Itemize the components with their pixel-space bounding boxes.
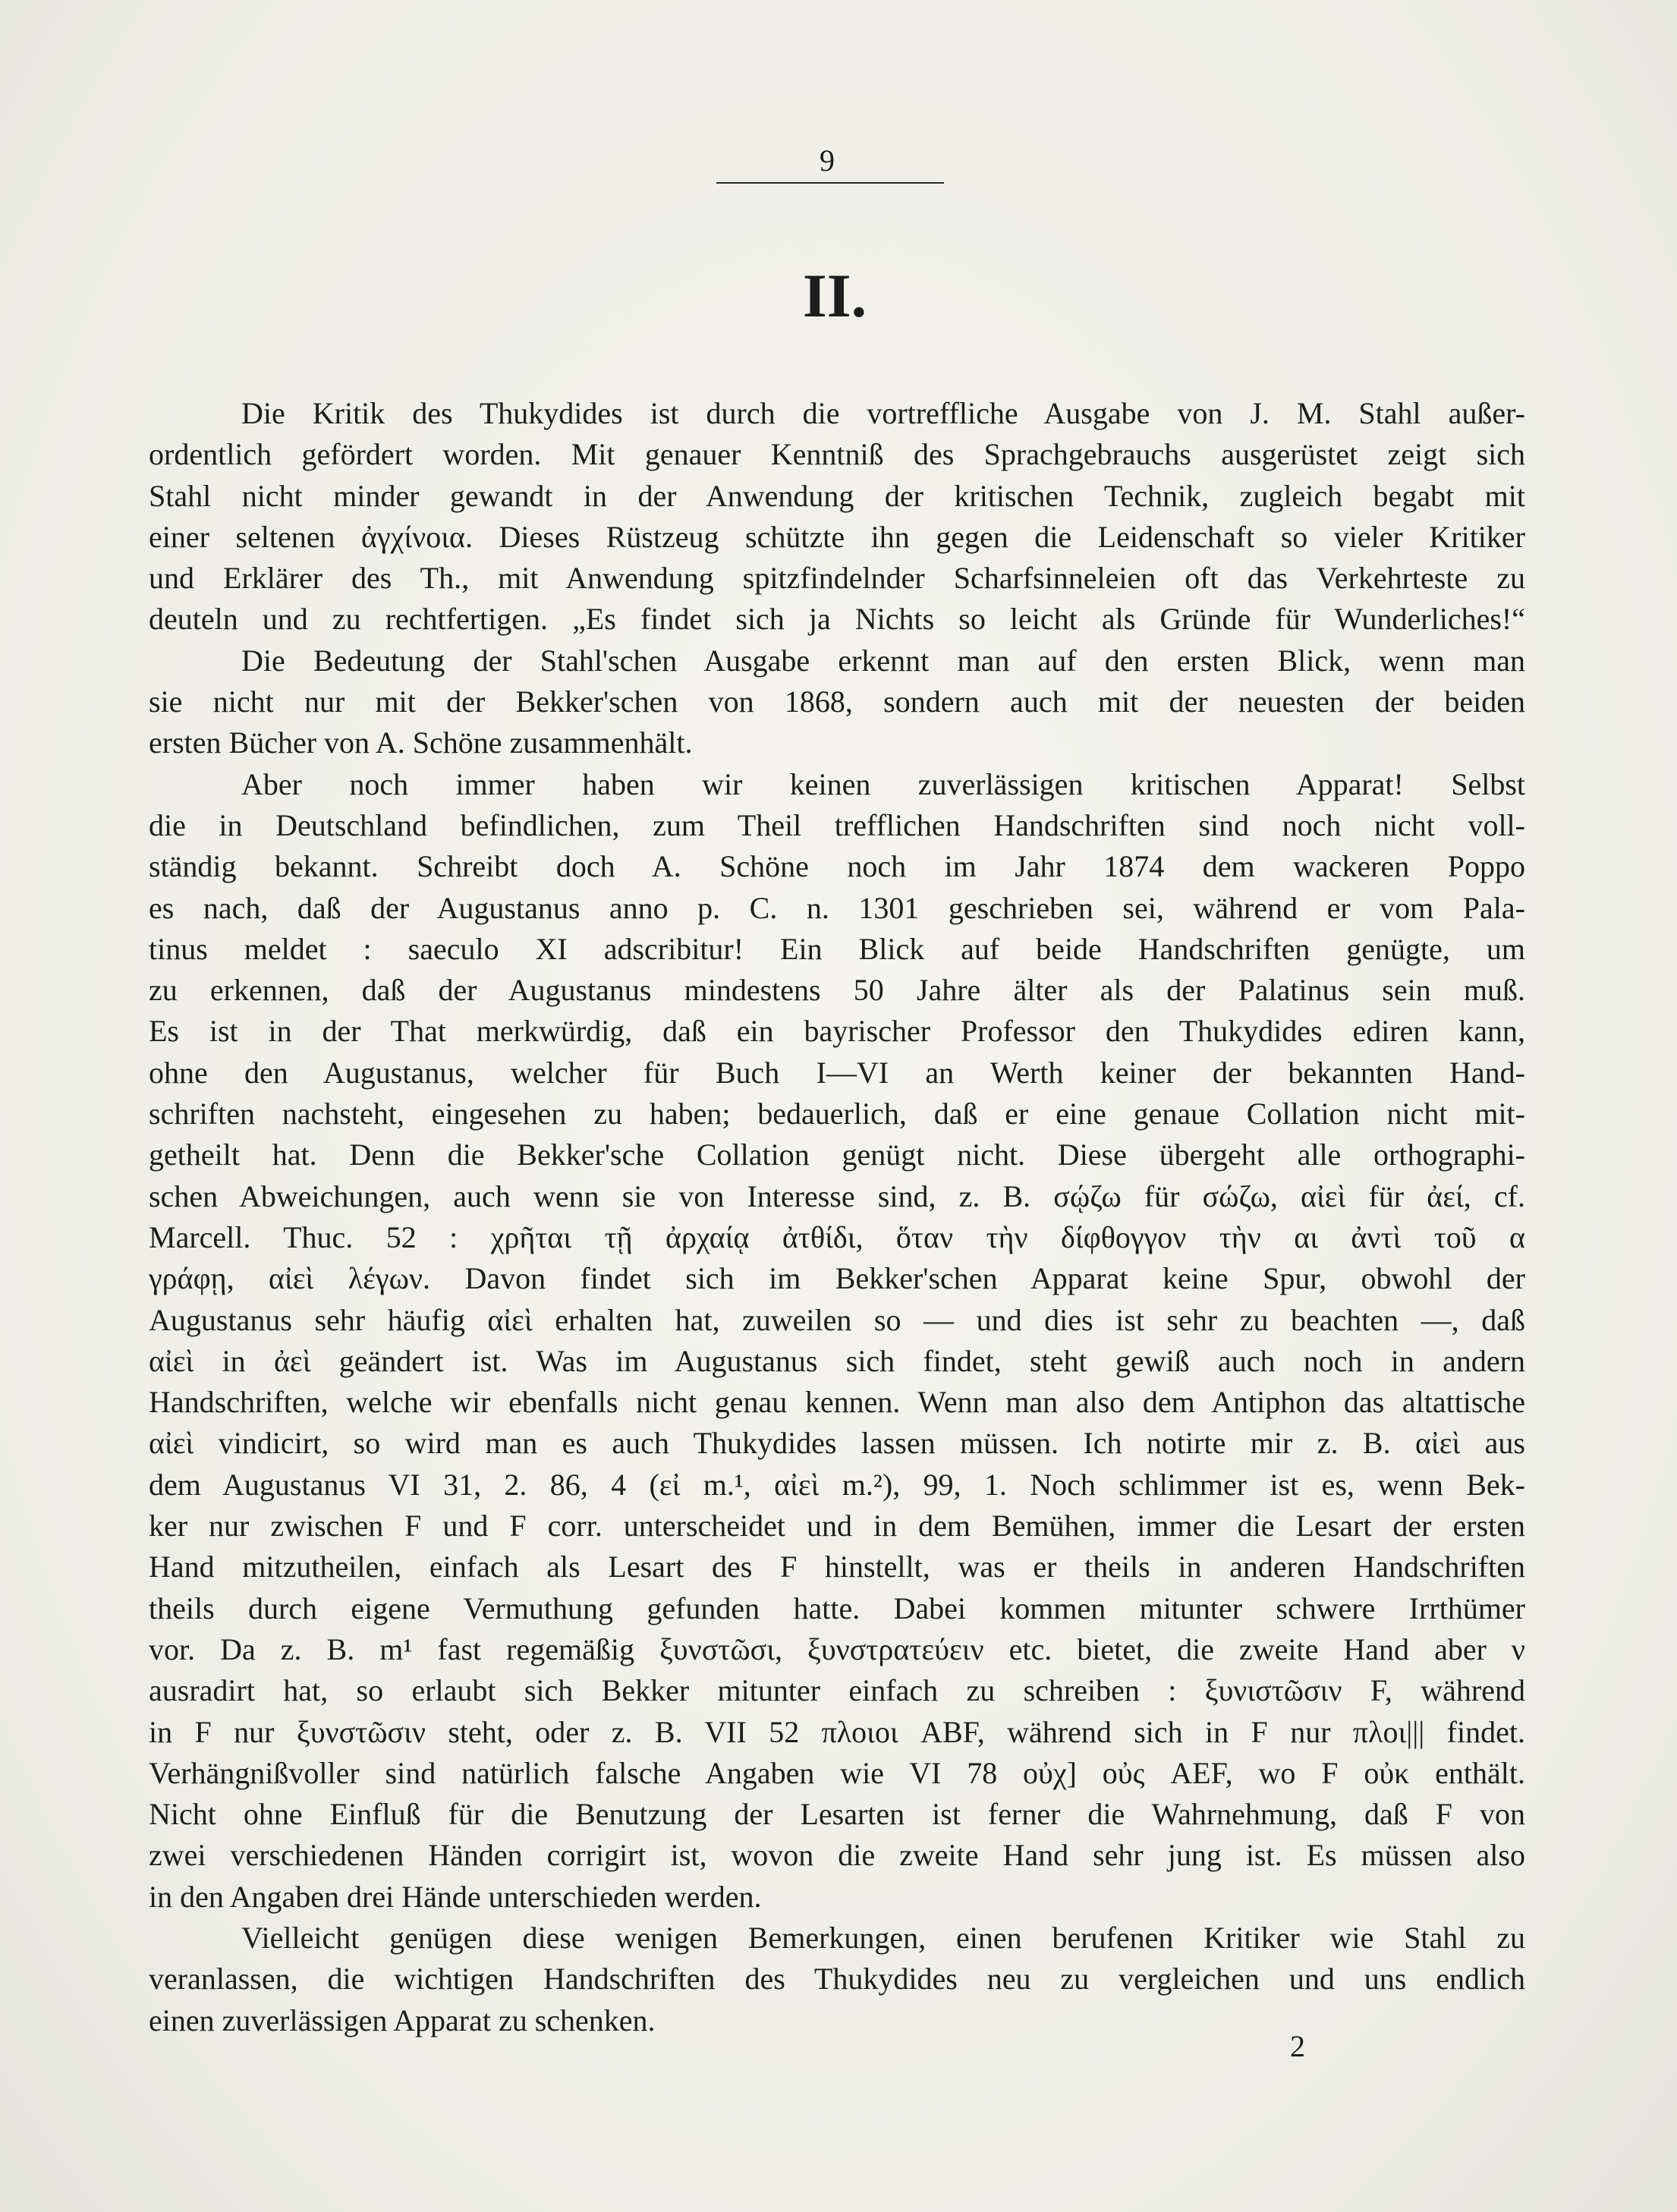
text-line: theils durch eigene Vermuthung gefunden hatte. Dabei kommen mitunter schwere Irrthümer [149, 1591, 1525, 1625]
text-line: Stahl nicht minder gewandt in der Anwendung der kritischen Technik, zugleich begabt mit [149, 478, 1525, 513]
text-line: Vielleicht genügen diese wenigen Bemerkungen, einen berufenen Kritiker wie Stahl zu [241, 1920, 1525, 1955]
text-line: αἰεὶ vindicirt, so wird man es auch Thukydides lassen müssen. Ich notirte mir z. B. αἰεὶ aus [149, 1426, 1525, 1461]
page-number-rule [716, 182, 944, 184]
text-line: tinus meldet : saeculo XI adscribitur! Ein Blick auf beide Handschriften genügte, um [149, 931, 1525, 966]
page-number: 9 [820, 143, 835, 178]
text-line: Die Bedeutung der Stahl'schen Ausgabe erkennt man auf den ersten Blick, wenn man [241, 643, 1525, 678]
text-line: sie nicht nur mit der Bekker'schen von 1868, sondern auch mit der neuesten der beiden [149, 684, 1525, 719]
text-line: schen Abweichungen, auch wenn sie von Interesse sind, z. B. σῴζω für σώζω, αἰεὶ für ἀεί, cf. [149, 1178, 1525, 1213]
text-line: einer seltenen ἀγχίνοια. Dieses Rüstzeug schützte ihn gegen die Leidenschaft so vieler Kritiker [149, 519, 1525, 554]
text-line: ordentlich gefördert worden. Mit genauer Kenntniß des Sprachgebrauchs ausgerüstet zeigt sich [149, 437, 1525, 472]
text-line: ständig bekannt. Schreibt doch A. Schöne noch im Jahr 1874 dem wackeren Poppo [149, 849, 1525, 884]
signature-mark: 2 [1290, 2029, 1305, 2063]
text-line: Aber noch immer haben wir keinen zuverlässigen kritischen Apparat! Selbst [241, 766, 1525, 801]
text-line: ker nur zwischen F und F corr. unterscheidet und in dem Bemühen, immer die Lesart der ersten [149, 1509, 1525, 1543]
text-line: dem Augustanus VI 31, 2. 86, 4 (εἰ m.¹, αἰεὶ m.²), 99, 1. Noch schlimmer ist es, wenn Bek- [149, 1467, 1525, 1502]
text-line: ausradirt hat, so erlaubt sich Bekker mitunter einfach zu schreiben : ξυνιστῶσιν F, während [149, 1673, 1525, 1708]
text-line: Die Kritik des Thukydides ist durch die vortreffliche Ausgabe von J. M. Stahl außer- [241, 396, 1525, 430]
text-line: und Erklärer des Th., mit Anwendung spitzfindelnder Scharfsinneleien oft das Verkehrteste zu [149, 561, 1525, 596]
text-line: Marcell. Thuc. 52 : χρῆται τῇ ἀρχαίᾳ ἀτθίδι, ὅταν τὴν δίφθογγον τὴν αι ἀντὶ τοῦ α [149, 1219, 1525, 1254]
text-line: Es ist in der That merkwürdig, daß ein bayrischer Professor den Thukydides ediren kann, [149, 1014, 1525, 1049]
text-line: die in Deutschland befindlichen, zum Theil trefflichen Handschriften sind noch nicht voll- [149, 807, 1525, 842]
text-line: αἰεὶ in ἀεὶ geändert ist. Was im Augustanus sich findet, steht gewiß auch noch in andern [149, 1343, 1525, 1378]
text-line: Handschriften, welche wir ebenfalls nicht genau kennen. Wenn man also dem Antiphon das altattische [149, 1385, 1525, 1420]
text-line: deuteln und zu rechtfertigen. „Es findet sich ja Nichts so leicht als Gründe für Wunderliches!“ [149, 602, 1525, 637]
section-heading: II. [802, 261, 867, 330]
text-line: Nicht ohne Einfluß für die Benutzung der Lesarten ist ferner die Wahrnehmung, daß F von [149, 1797, 1525, 1832]
text-line: in F nur ξυνστῶσιν steht, oder z. B. VII 52 πλοιοι ABF, während sich in F nur πλοι||| findet. [149, 1714, 1525, 1749]
body-text [149, 393, 1525, 2041]
text-line: veranlassen, die wichtigen Handschriften des Thukydides neu zu vergleichen und uns endlich [149, 1962, 1525, 1996]
text-line: zwei verschiedenen Händen corrigirt ist, wovon die zweite Hand sehr jung ist. Es müssen also [149, 1838, 1525, 1873]
text-line: ersten Bücher von A. Schöne zusammenhält. [149, 725, 693, 760]
text-line: γράφῃ, αἰεὶ λέγων. Davon findet sich im Bekker'schen Apparat keine Spur, obwohl der [149, 1261, 1525, 1296]
text-line: in den Angaben drei Hände unterschieden werden. [149, 1879, 762, 1914]
text-line: ohne den Augustanus, welcher für Buch I—VI an Werth keiner der bekannten Hand- [149, 1055, 1525, 1090]
text-line: es nach, daß der Augustanus anno p. C. n. 1301 geschrieben sei, während er vom Pala- [149, 890, 1525, 925]
text-line: schriften nachsteht, eingesehen zu haben; bedauerlich, daß er eine genaue Collation nicht mit- [149, 1097, 1525, 1131]
text-line: Verhängnißvoller sind natürlich falsche Angaben wie VI 78 οὐχ] οὐς AEF, wo F οὐκ enthält. [149, 1755, 1525, 1790]
text-line: getheilt hat. Denn die Bekker'sche Collation genügt nicht. Diese übergeht alle orthographi- [149, 1137, 1525, 1172]
text-line: vor. Da z. B. m¹ fast regemäßig ξυνστῶσι, ξυνστρατεύειν etc. bietet, die zweite Hand aber ν [149, 1631, 1525, 1666]
text-line: Hand mitzutheilen, einfach als Lesart des F hinstellt, was er theils in anderen Handschriften [149, 1550, 1525, 1584]
text-line: einen zuverlässigen Apparat zu schenken. [149, 2003, 656, 2037]
text-line: Augustanus sehr häufig αἰεὶ erhalten hat, zuweilen so — und dies ist sehr zu beachten —, daß [149, 1302, 1525, 1337]
text-line: zu erkennen, daß der Augustanus mindestens 50 Jahre älter als der Palatinus sein muß. [149, 973, 1525, 1008]
